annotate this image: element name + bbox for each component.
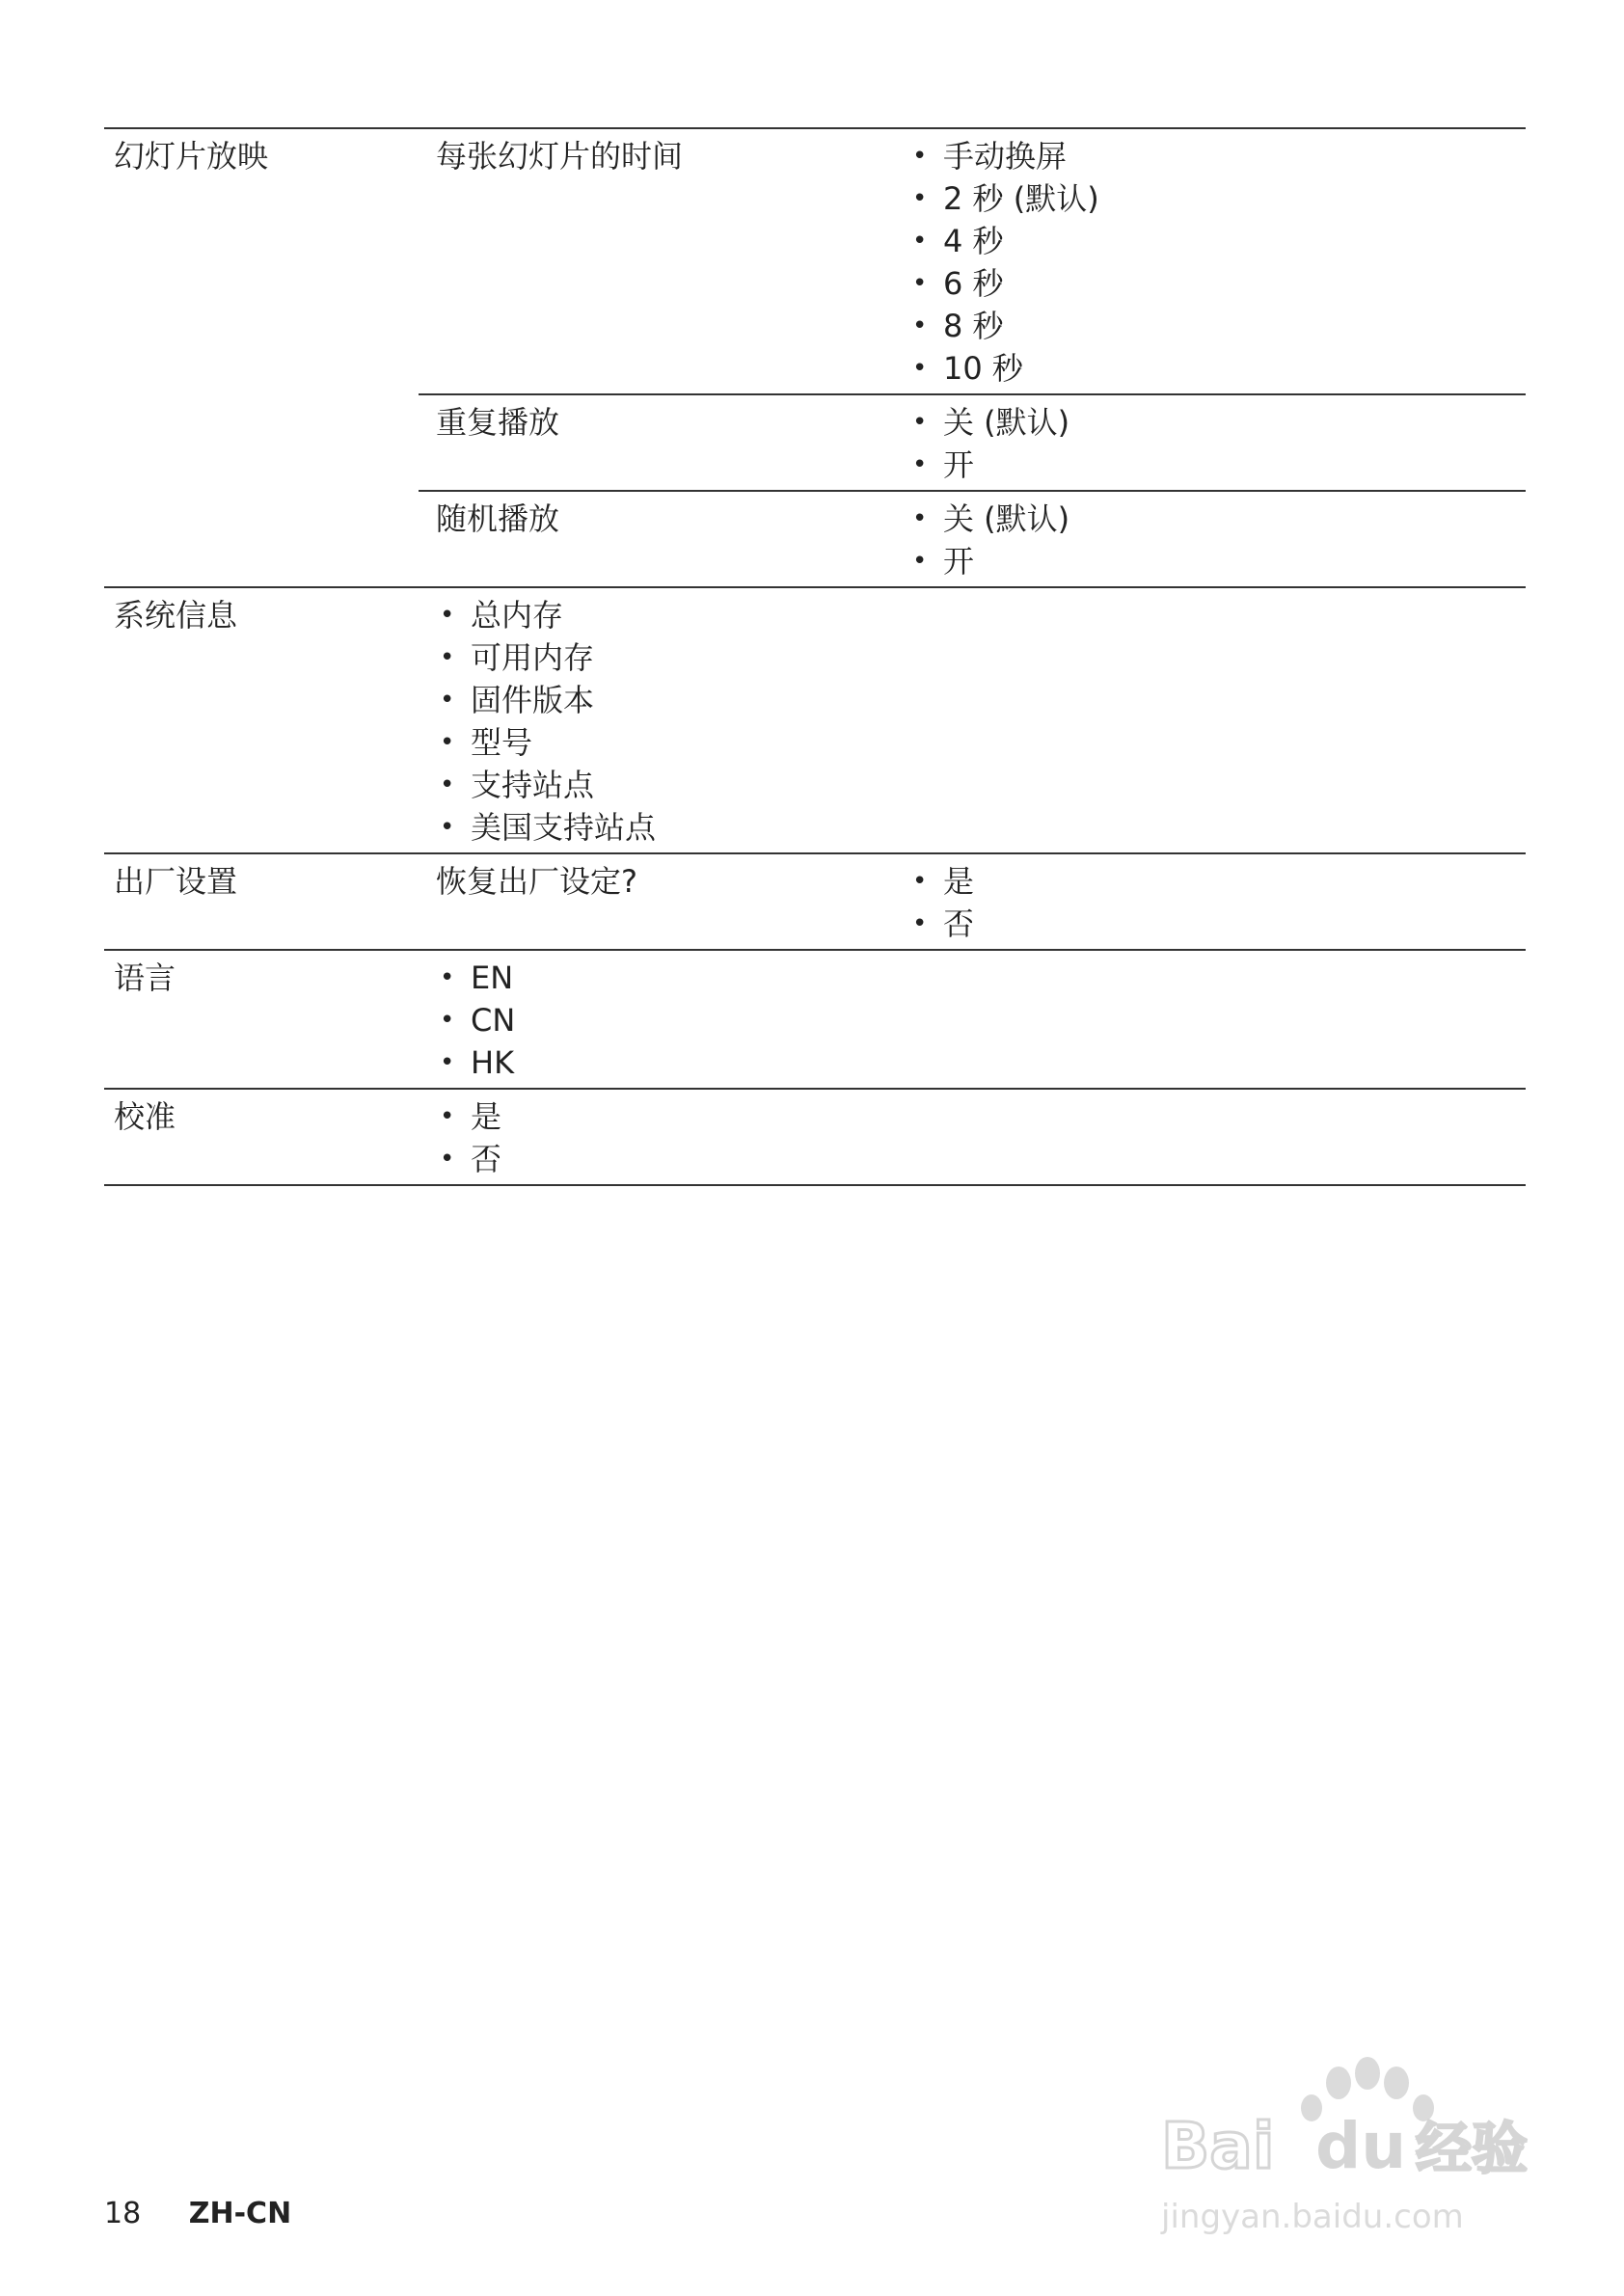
option-cell <box>891 853 1526 950</box>
baidu-watermark-logo <box>1153 2052 1558 2245</box>
list-item: • 关 (默认) <box>908 498 1526 540</box>
sub-setting-name: 随机播放 <box>419 491 891 587</box>
list-item: • 美国支持站点 <box>436 806 1526 849</box>
list-item: • CN <box>436 999 1526 1041</box>
option-list <box>436 1095 1526 1180</box>
list-item: • 可用内存 <box>436 636 1526 679</box>
list-item: • 手动换屏 <box>908 135 1526 177</box>
list-item: • 8 秒 <box>908 305 1526 347</box>
table-row-factory-reset <box>104 853 1526 950</box>
table-row-system-info <box>104 587 1526 853</box>
option-list <box>908 401 1526 486</box>
language-code: ZH-CN <box>188 2197 292 2230</box>
sub-setting-name: 每张幻灯片的时间 <box>419 128 891 394</box>
page-footer <box>104 2195 291 2233</box>
setting-name: 幻灯片放映 <box>104 128 419 587</box>
setting-name: 系统信息 <box>104 587 419 853</box>
list-item: • 固件版本 <box>436 679 1526 721</box>
option-list <box>908 135 1526 390</box>
table-row-slideshow <box>104 128 1526 394</box>
option-list <box>436 957 1526 1084</box>
settings-table <box>104 127 1526 1186</box>
setting-name: 出厂设置 <box>104 853 419 950</box>
list-item: • 10 秒 <box>908 347 1526 390</box>
setting-name: 语言 <box>104 950 419 1089</box>
list-item: • 开 <box>908 444 1526 486</box>
sub-setting-name: 恢复出厂设定? <box>419 853 891 950</box>
svg-text:jingyan.baidu.com: jingyan.baidu.com <box>1161 2198 1464 2236</box>
list-item: • 2 秒 (默认) <box>908 177 1526 220</box>
list-item: • 否 <box>908 903 1526 945</box>
list-item: • 否 <box>436 1138 1526 1180</box>
sub-setting-name: 重复播放 <box>419 394 891 491</box>
table-row-language <box>104 950 1526 1089</box>
list-item: • 是 <box>908 860 1526 903</box>
setting-name: 校准 <box>104 1089 419 1185</box>
list-item: • 型号 <box>436 721 1526 764</box>
list-item: • 关 (默认) <box>908 401 1526 444</box>
list-item: • 总内存 <box>436 594 1526 636</box>
option-cell <box>891 491 1526 587</box>
list-item: • 4 秒 <box>908 220 1526 262</box>
svg-text:经验: 经验 <box>1416 2116 1529 2181</box>
svg-text:du: du <box>1315 2109 1407 2183</box>
option-cell <box>891 394 1526 491</box>
option-list <box>908 498 1526 582</box>
option-list <box>436 594 1526 849</box>
option-cell <box>419 1089 1526 1185</box>
list-item: • 开 <box>908 540 1526 582</box>
list-item: • 是 <box>436 1095 1526 1138</box>
option-cell <box>419 950 1526 1089</box>
list-item: • 6 秒 <box>908 262 1526 305</box>
svg-text:Bai: Bai <box>1161 2109 1275 2183</box>
option-cell <box>419 587 1526 853</box>
list-item: • HK <box>436 1041 1526 1084</box>
option-list <box>908 860 1526 945</box>
page-number: 18 <box>104 2197 142 2230</box>
table-row-calibrate <box>104 1089 1526 1185</box>
list-item: • 支持站点 <box>436 764 1526 806</box>
option-cell <box>891 128 1526 394</box>
list-item: • EN <box>436 957 1526 999</box>
